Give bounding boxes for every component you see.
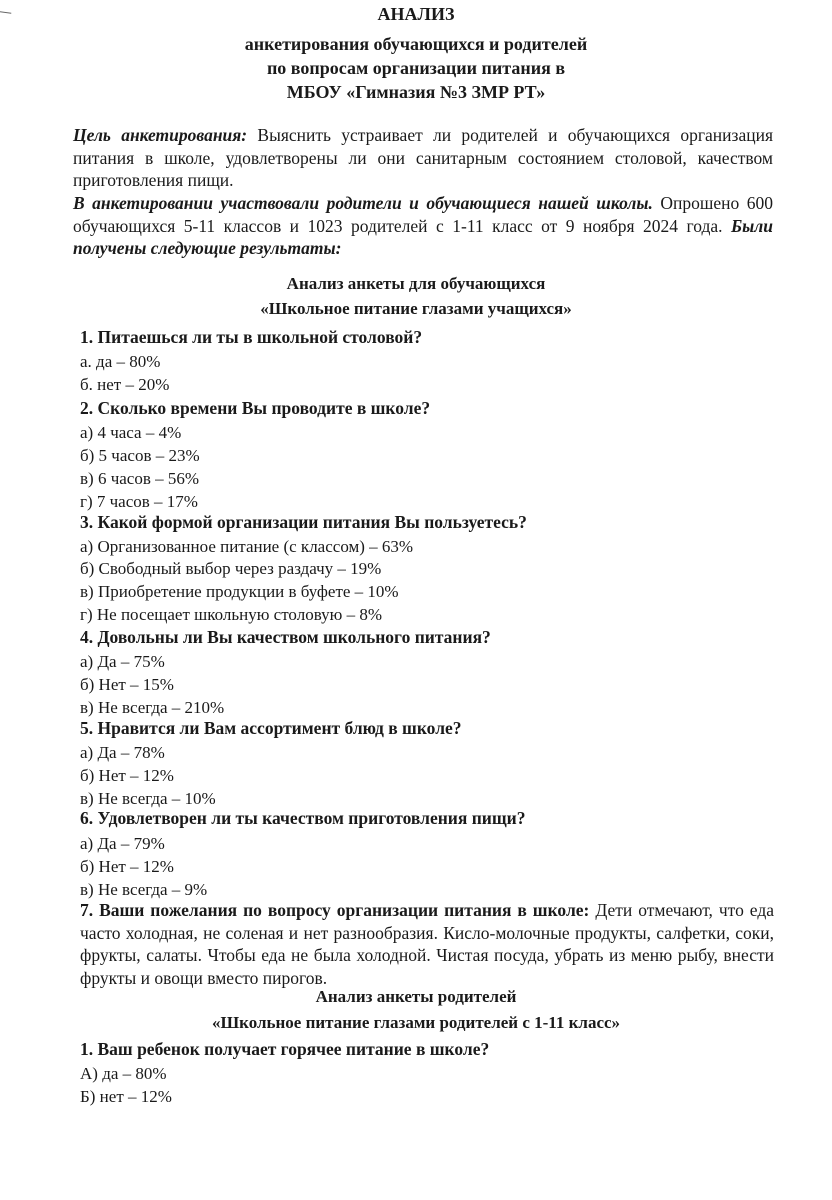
document-subtitle-3: МБОУ «Гимназия №3 ЗМР РТ» <box>286 82 546 102</box>
parents-section-heading: Анализ анкеты родителей <box>315 987 517 1006</box>
answer: А) да – 80% <box>80 1064 167 1083</box>
student-question-5: 5. Нравится ли Вам ассортимент блюд в школе? <box>80 718 462 738</box>
answer: в) Не всегда – 9% <box>80 880 208 899</box>
answer: б. нет – 20% <box>80 375 170 394</box>
answer: б) Нет – 12% <box>80 857 174 876</box>
answer: в) Не всегда – 10% <box>80 789 216 808</box>
answer: а. да – 80% <box>80 352 161 371</box>
answer: в) Не всегда – 210% <box>80 698 225 717</box>
answer: а) 4 часа – 4% <box>80 423 182 442</box>
student-question-4: 4. Довольны ли Вы качеством школьного питания? <box>80 627 491 647</box>
goal-label: Цель анкетирования: <box>73 125 248 145</box>
parents-section-subheading: «Школьное питание глазами родителей с 1-11 класс» <box>211 1013 621 1032</box>
answer: б) Свободный выбор через раздачу – 19% <box>80 559 382 578</box>
wishes-text: Дети отмечают, что еда часто холодная, не соленая и нет разнообразия. Кисло-молочные продукты, салфетки, соки, фрукты, салаты. Чтобы еда не была холодной. Чистая посуда, убрать из меню рыбу, внести фрукты и овощи вместо пирогов. <box>80 900 774 988</box>
participants-text: Опрошено 600 обучающихся 5-11 классов и 1023 родителей с 1-11 класс от 9 ноября 2024 года. <box>73 193 773 236</box>
answer: а) Да – 78% <box>80 743 165 762</box>
answer: а) Организованное питание (с классом) – 63% <box>80 537 414 556</box>
document-subtitle-1: анкетирования обучающихся и родителей <box>244 34 588 54</box>
parent-question-1: 1. Ваш ребенок получает горячее питание в школе? <box>80 1039 490 1059</box>
student-question-6: 6. Удовлетворен ли ты качеством приготовления пищи? <box>80 808 526 828</box>
goal-paragraph <box>73 124 773 192</box>
wishes-label: 7. Ваши пожелания по вопросу организации питания в школе: <box>80 900 590 920</box>
answer: в) 6 часов – 56% <box>80 469 200 488</box>
answer: б) Нет – 15% <box>80 675 174 694</box>
answer: б) 5 часов – 23% <box>80 446 200 465</box>
document-subtitle-2: по вопросам организации питания в <box>266 58 566 78</box>
answer: а) Да – 79% <box>80 834 165 853</box>
answer: Б) нет – 12% <box>80 1087 172 1106</box>
answer: г) Не посещает школьную столовую – 8% <box>80 605 382 624</box>
goal-text: Выяснить устраивает ли родителей и обучающихся организация питания в школе, удовлетворены ли они санитарным состоянием столовой, качеством приготовления пищи. <box>73 125 773 190</box>
participants-label: В анкетировании участвовали родители и обучающиеся нашей школы. <box>73 193 653 213</box>
students-section-subheading: «Школьное питание глазами учащихся» <box>260 299 572 318</box>
student-question-2: 2. Сколько времени Вы проводите в школе? <box>80 398 431 418</box>
document-title: АНАЛИЗ <box>377 4 455 24</box>
student-question-1: 1. Питаешься ли ты в школьной столовой? <box>80 327 423 347</box>
students-section-heading: Анализ анкеты для обучающихся <box>286 274 546 293</box>
student-question-3: 3. Какой формой организации питания Вы пользуетесь? <box>80 512 527 532</box>
student-wishes-paragraph <box>80 899 774 989</box>
results-label: Были получены следующие результаты: <box>73 215 773 258</box>
answer: в) Приобретение продукции в буфете – 10% <box>80 582 399 601</box>
answer: а) Да – 75% <box>80 652 165 671</box>
participants-paragraph <box>73 192 773 260</box>
answer: г) 7 часов – 17% <box>80 492 198 511</box>
answer: б) Нет – 12% <box>80 766 174 785</box>
